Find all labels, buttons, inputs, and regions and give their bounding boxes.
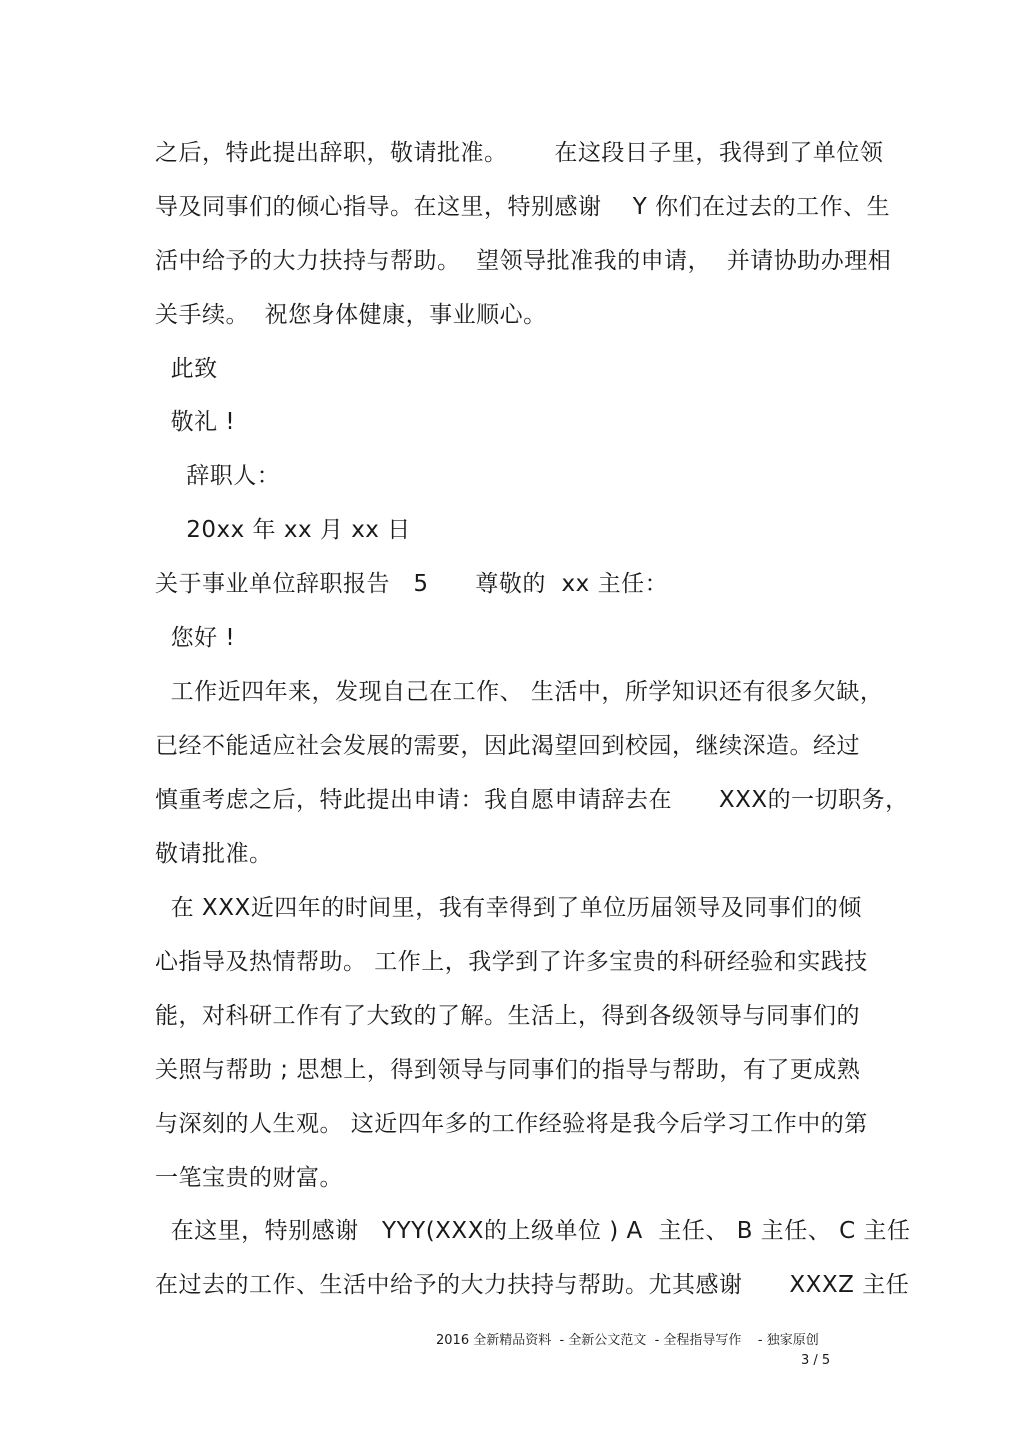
section-heading: 关于事业单位辞职报告 5 尊敬的 xx 主任： xyxy=(155,571,669,597)
body-text-line: 在这里，特别感谢 YYY(XXX的上级单位 ) A 主任、 B 主任、 C 主任 xyxy=(155,1218,911,1244)
body-text-line: 与深刻的人生观。 这近四年多的工作经验将是我今后学习工作中的第 xyxy=(155,1111,868,1137)
body-text-line: 导及同事们的倾心指导。在这里，特别感谢 Y 你们在过去的工作、生 xyxy=(155,194,891,220)
closing-line: 此致 xyxy=(155,356,218,382)
footer-tagline: 2016 全新精品资料 - 全新公文范文 - 全程指导写作 - 独家原创 xyxy=(436,1333,819,1348)
date-line: 20xx 年 xx 月 xx 日 xyxy=(155,517,411,543)
signature-line: 辞职人： xyxy=(155,463,281,489)
body-text-line: 之后，特此提出辞职，敬请批准。 在这段日子里，我得到了单位领 xyxy=(155,140,884,166)
body-text-line: 关手续。 祝您身体健康，事业顺心。 xyxy=(155,302,547,328)
greeting-line: 您好 ! xyxy=(155,625,236,651)
body-text-line: 已经不能适应社会发展的需要，因此渴望回到校园，继续深造。经过 xyxy=(155,733,860,759)
body-text-line: 一笔宝贵的财富。 xyxy=(155,1165,343,1191)
body-text-line: 在 XXX近四年的时间里，我有幸得到了单位历届领导及同事们的倾 xyxy=(155,895,862,921)
body-text-line: 能，对科研工作有了大致的了解。生活上，得到各级领导与同事们的 xyxy=(155,1003,860,1029)
closing-line: 敬礼 ! xyxy=(155,409,236,435)
body-text-line: 心指导及热情帮助。 工作上，我学到了许多宝贵的科研经验和实践技 xyxy=(155,949,868,975)
page-number: 3 / 5 xyxy=(801,1353,831,1368)
body-text-line: 活中给予的大力扶持与帮助。 望领导批准我的申请， 并请协助办理相 xyxy=(155,248,892,274)
body-text-line: 在过去的工作、生活中给予的大力扶持与帮助。尤其感谢 XXXZ 主任 xyxy=(155,1272,910,1298)
body-text-line: 关照与帮助 ; 思想上，得到领导与同事们的指导与帮助，有了更成熟 xyxy=(155,1057,861,1083)
body-text-line: 慎重考虑之后，特此提出申请：我自愿申请辞去在 XXX的一切职务， xyxy=(155,787,909,813)
body-text-line: 敬请批准。 xyxy=(155,841,273,867)
body-text-line: 工作近四年来，发现自己在工作、 生活中，所学知识还有很多欠缺， xyxy=(155,679,884,705)
